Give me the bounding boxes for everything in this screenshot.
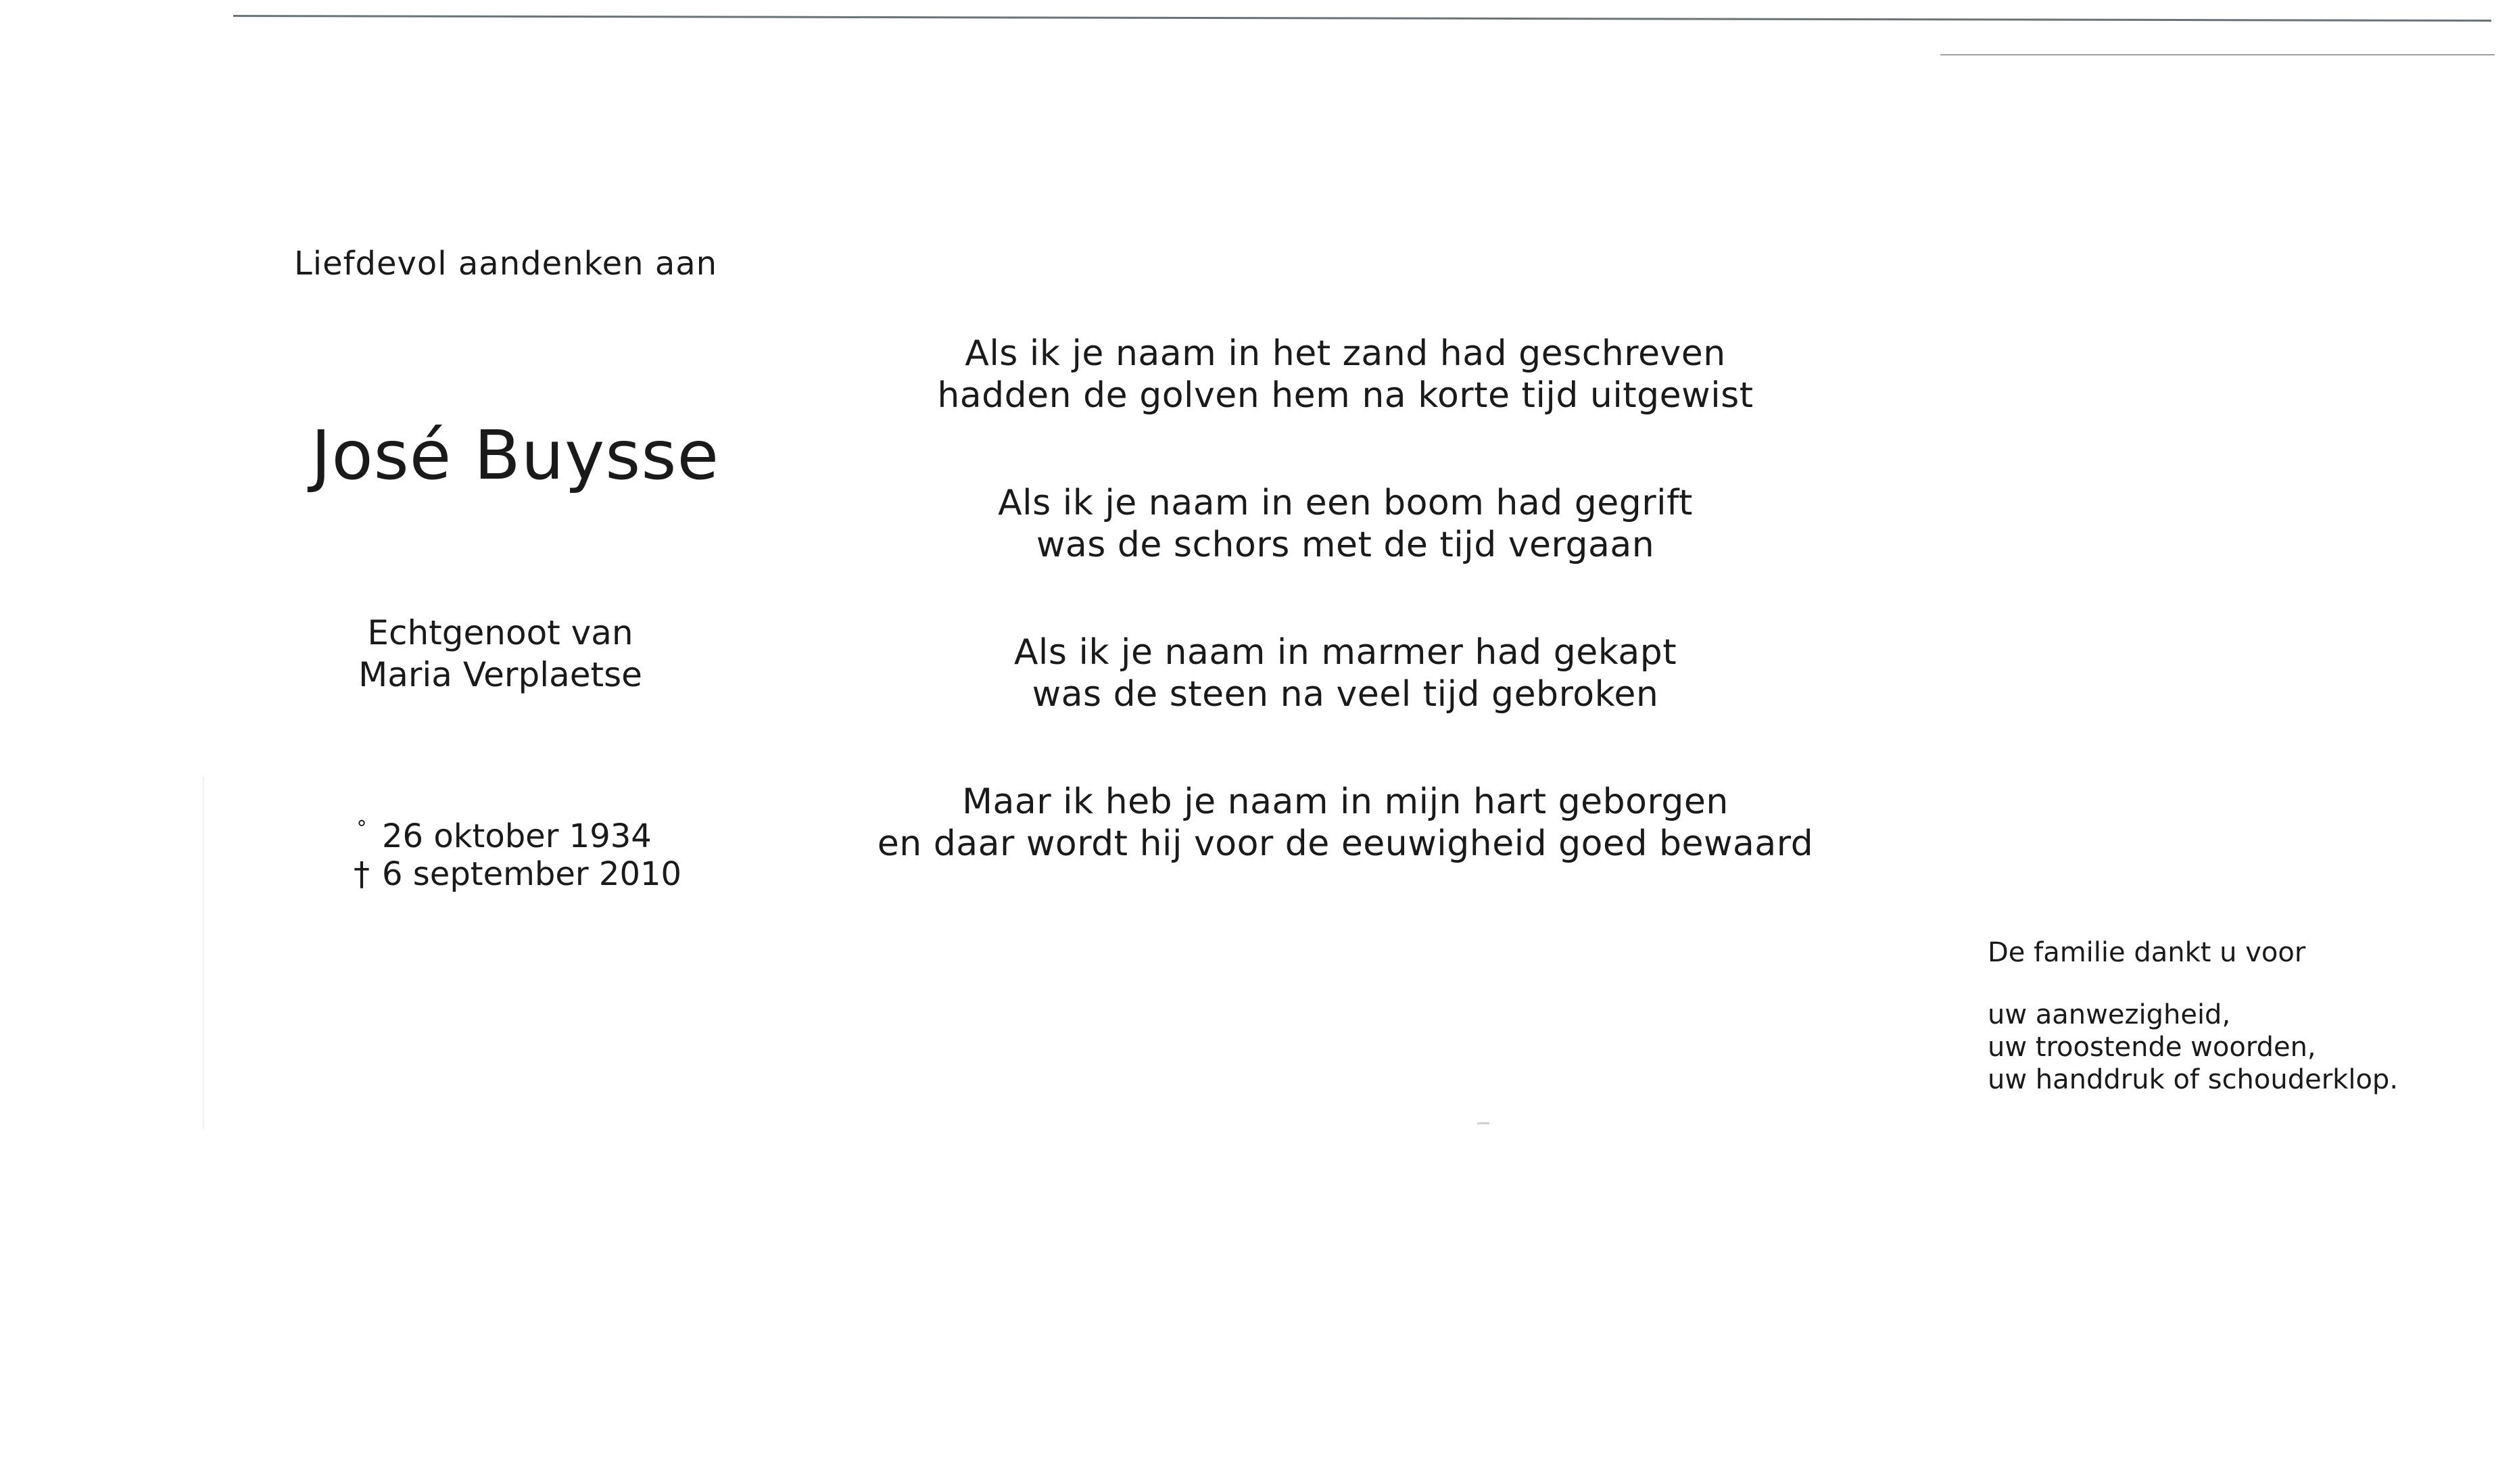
death-date-line: [341, 855, 681, 893]
poem-line: Als ik je naam in een boom had gegrift: [998, 483, 1693, 523]
spouse-label: Echtgenoot van: [367, 613, 633, 652]
spouse-name: Maria Verplaetse: [358, 655, 642, 694]
death-date: 6 september 2010: [382, 855, 682, 893]
poem-stanza: [872, 631, 1819, 715]
birth-date-line: [341, 810, 681, 855]
death-symbol: †: [354, 855, 370, 893]
top-fold-shadow: [1940, 54, 2495, 55]
poem: [872, 333, 1819, 930]
thanks-item: uw aanwezigheid,: [1988, 999, 2231, 1030]
poem-line: Als ik je naam in het zand had geschreven: [965, 333, 1726, 374]
poem-line: was de schors met de tijd vergaan: [1036, 525, 1655, 565]
poem-stanza: [872, 333, 1819, 416]
thanks-title: De familie dankt u voor: [1988, 937, 2306, 968]
poem-line: Als ik je naam in marmer had gekapt: [1013, 632, 1677, 673]
thanks-item: uw troostende woorden,: [1988, 1032, 2316, 1063]
birth-date: 26 oktober 1934: [382, 817, 652, 855]
intro-text: Liefdevol aandenken aan: [294, 245, 718, 283]
poem-line: hadden de golven hem na korte tijd uitgewist: [937, 375, 1754, 416]
thanks-block: [1988, 936, 2398, 1096]
deceased-name: José Buysse: [311, 416, 719, 495]
thanks-item: uw handdruk of schouderklop.: [1988, 1064, 2399, 1095]
poem-line: en daar wordt hij voor de eeuwigheid goed bewaard: [877, 823, 1814, 864]
poem-line: Maar ik heb je naam in mijn hart geborgen: [962, 782, 1729, 822]
birth-symbol: °: [356, 817, 367, 840]
top-fold-line: [233, 15, 2491, 22]
dates-block: [341, 810, 681, 893]
spouse-block: [284, 612, 717, 696]
poem-line: was de steen na veel tijd gebroken: [1032, 674, 1659, 715]
scan-speck: [1477, 1122, 1489, 1124]
poem-stanza: [872, 781, 1819, 865]
poem-stanza: [872, 482, 1819, 566]
